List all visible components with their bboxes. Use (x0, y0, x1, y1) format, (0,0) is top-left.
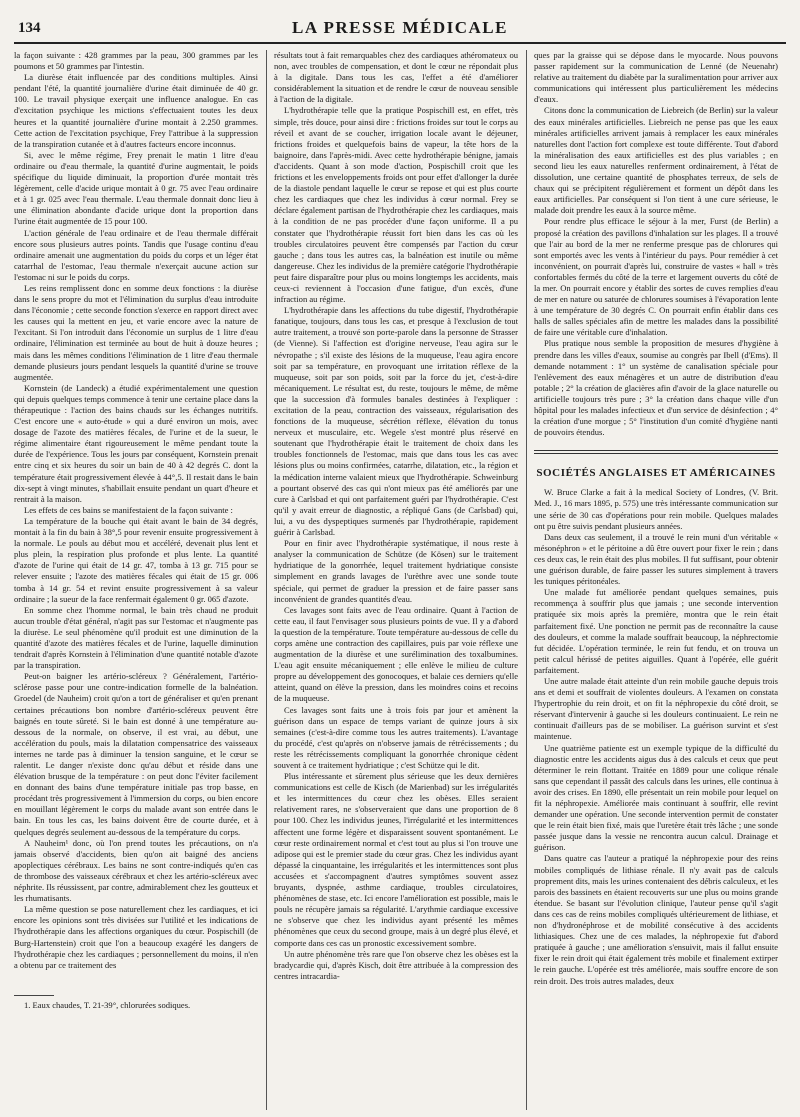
paragraph: Pour rendre plus efficace le séjour à la mer, Furst (de Berlin) a proposé la création des pavillons d'inhalation sur les plages. Il a trouvé que l'air au bord de la mer ne renferme presque pas de chlorures qui sont emportés avec les vents à l'intérieur du pays. Pour remédier à cet inconvénient, on pourrait d'après lui, construire de vastes « hall » très confortables fermés du côté de la terre et largement ouverts du côté de la mer. On pourrait encore y établir des sortes de cuves remplies d'eau de mer en nature ou saturée de chlorures soumises à l'évaporation lente à une température de 30 degrés C. On pourrait enfin établir dans ces halls de salles spéciales afin de mettre les malades dans la possibilité de faire une véritable cure d'inhalation. (534, 216, 778, 338)
paragraph: Plus pratique nous semble la proposition de mesures d'hygiène à prendre dans les villes d'eaux, soumise au congrès par Ibell (d'Ems). Il demande notamment : 1° un système de canalisation spéciale pour l'enlèvement des eaux ménagères et un autre de distribution d'eau potable ; 2° la création de glacières afin d'avoir de la glace naturelle ou artificielle toujours très pure ; 3° la création dans chaque ville d'un hôpital pour les malades infectieux et d'un service de désinfection ; 4° la création d'une morgue ; 5° l'institution d'un comité d'hygiène nanti de pouvoirs étendus. (534, 338, 778, 438)
section-rule (534, 450, 778, 451)
paragraph: La diurèse était influencée par des conditions multiples. Ainsi pendant l'été, la quantité journalière d'urine était diminuée de 40 gr. 100. Le travail physique exerçait une influence analogue. En cas d'excitation psychique les mictions s'effectuaient toutes les deux heures et la quantité journalière d'urine montait à 2.250 grammes. Cette action de l'excitation psychique, Frey l'attribue à la suppression de la transpiration cutanée et à d'autres facteurs encore inconnus. (14, 72, 258, 149)
column-1 (14, 50, 258, 1110)
paragraph: L'action générale de l'eau ordinaire et de l'eau thermale différait encore sous plusieurs autres points. Tandis que l'usage continu d'eau ordinaire amenait une augmentation du poids du corps et un léger état catarrhal de l'estomac, l'eau thermale n'exerçait aucune action sur l'estomac ni sur le poids du corps. (14, 227, 258, 282)
paragraph: résultats tout à fait remarquables chez des cardiaques athéromateux ou non, avec troubles de compensation, et dont le cœur ne répondait plus à la digitale. Dans tous les cas, l'effet a été d'améliorer considérablement la situation et de rendre le cœur de nouveau sensible à l'action de la digitale. (274, 50, 518, 105)
paragraph: Les reins remplissent donc en somme deux fonctions : la diurèse dans le sens propre du mot et l'élimination du surplus d'eau introduite dans l'économie ; cette seconde fonction s'exerce en rapport direct avec les causes qui la mettent en jeu, et varie encore avec la nature de l'excitant. Si l'on introduit dans l'économie un surplus de 1 litre d'eau ordinaire, l'élimination est terminée au bout de huit à douze heures ; mais dans les mêmes conditions l'élimination de 1 litre d'eau thermale demande plusieurs jours pendant lesquels la quantité d'urine se trouve augmentée. (14, 282, 258, 382)
section-title: SOCIÉTÉS ANGLAISES ET AMÉRICAINES (536, 467, 776, 480)
paragraph: la façon suivante : 428 grammes par la peau, 300 grammes par les poumons et 50 grammes par l'intestin. (14, 50, 258, 72)
paragraph: Ces lavages sont faits avec de l'eau ordinaire. Quant à l'action de cette eau, il faut l'envisager sous plusieurs points de vue. Il y a d'abord la question de la température. Toute température au-dessous de celle du corps amène une contraction des capillaires, puis par voie réflexe une augmentation de la diurèse et une surélimination des toxalbumines. L'eau agit ensuite mécaniquement ; elle enlève le milieu de culture propre au développement des gonocoques, et balaie ces derniers qu'elle atteint, quand on élève la pression, dans les moindres coins et recoins de la muqueuse. (274, 604, 518, 704)
journal-title: LA PRESSE MÉDICALE (292, 18, 508, 37)
page-number: 134 (18, 20, 41, 36)
paragraph: Dans deux cas seulement, il a trouvé le rein muni d'un véritable « mésonéphron » et le péritoine a dû être ouvert pour fixer le rein ; dans ces deux cas, le rein était des plus mobiles. Il fut suffisant, pour obtenir une guérison durable, de faire passer les sutures simplement à travers les tuniques péritonéales. (534, 531, 778, 587)
paragraph: Kornstein (de Landeck) a étudié expérimentalement une question qui depuis quelques temps commence à tenir une certaine place dans la thérapeutique : l'action des bains chauds sur les échanges nutritifs. C'est encore une « auto-étude » qui a duré environ un mois, avec dosage de l'azote des matières fécales, de l'urine et de la sueur, le régime alimentaire étant rigoureusement le même pendant toute la durée de l'expérience. Tous les jours par conséquent, Kornstein prenait entre cinq et six heures du soir un bain de 40 à 42 degrés C. dont la température était progressivement élevée à 44°,5. Il restait dans le bain dix-sept à vingt minutes, s'habillait ensuite pendant un quart d'heure et rentrait à la maison. (14, 382, 258, 504)
paragraph: Dans quatre cas l'auteur a pratiqué la néphropexie pour des reins mobiles compliqués de lithiase rénale. Il n'y avait pas de calculs proprement dits, mais les urines contenaient des débris calculeux, et les parois des bassinets en étaient recouverts sur une plus ou moins grande étendue. Se basant sur l'évolution clinique, l'auteur pense qu'il s'agit dans ces cas de reins mobiles compliqués ultérieurement de lithiase, et non d'hydronéphrose et de mobilité consécutive à des accidents lithiasiques. Chez une de ces malades, la néphropexie fut d'abord pratiquée à gauche ; une amélioration s'ensuivit, mais il fallut ensuite fixer le rein droit qui était également très mobile et finalement extirper le rein gauche. L'opérée est très améliorée, mais souffre encore de son rein droit. Des trois autres malades, deux (534, 853, 778, 986)
paragraph: Ces lavages sont faits une à trois fois par jour et amènent la guérison dans un espace de temps variant de quinze jours à six semaines (c'est-à-dire comme tous les autres traitements). L'avantage du procédé, c'est qu'après on n'observe jamais de rétrécissements ; du reste les rétrécissements compliquant la gonorrhée chronique cèdent souvent à ce traitement hydriatique ; c'est Schütze qui le dit. (274, 704, 518, 770)
paragraph: Une quatrième patiente est un exemple typique de la difficulté du diagnostic entre les accidents aigus dus à des calculs et ceux que peut déterminer le rein flottant. Traitée en 1889 pour une colique rénale sans que cependant il passât des calculs dans les urines, elle continua à avoir des crises. En 1890, elle présentait un rein mobile pour lequel on fit la néphropexie. Améliorée mais continuant à souffrir, elle revint demander une opération. Une seconde intervention permit de constater que le rein était bien fixé, mais que l'uretère était très lâche ; une sonde passée jusque dans la vessie ne rencontra aucun calcul. Drainage et guérison. (534, 742, 778, 853)
section-rule (534, 453, 778, 454)
paragraph: Une malade fut améliorée pendant quelques semaines, puis recommença à souffrir plus que jamais ; une seconde intervention pratiquée six mois après la première, montra que le rein était parfaitement fixé. Une ponction ne permit pas de reconnaître la cause des douleurs, et comme la malade souffrait beaucoup, la néphrectomie fut décidée. L'opération terminée, le rein fut fendu, et on trouva un petit calcul hérissé de petites aiguilles. Quant à l'opérée, elle guérit parfaitement. (534, 587, 778, 675)
paragraph: ques par la graisse qui se dépose dans le myocarde. Nous pouvons passer rapidement sur la communication de Lenné (de Neuenahr) relative au traitement du diabète par la suralimentation pour arriver aux communications qui intéressent plus particulièrement les médecins d'eaux. (534, 50, 778, 105)
paragraph: En somme chez l'homme normal, le bain très chaud ne produit aucun trouble d'état général, n'agit pas sur l'estomac et n'augmente pas la diurèse. Le seul phénomène qu'il produit est une diminution de la quantité d'azote des matières fécales et de l'urine, laquelle diminution tendrait d'après Kornstein à l'élimination d'une quantité notable d'azote par la transpiration. (14, 604, 258, 671)
column-rule (266, 50, 267, 1110)
paragraph: W. Bruce Clarke a fait à la medical Society of Londres, (V. Brit. Med. J., 16 mars 1895, p. 575) une très intéressante communication sur une série de 30 cas d'opérations pour rein mobile. Quelques malades ont pu être suivis pendant plusieurs années. (534, 487, 778, 531)
paragraph: La température de la bouche qui était avant le bain de 34 degrés, montait à la fin du bain à 38°,5 pour revenir ensuite progressivement à la normale. Le pouls au début mou et accéléré, devenait plus lent et plus plein, la respiration plus profonde et plus lente. La quantité d'azote de l'urine qui était de 14 gr. 47, tomba à 13 gr. 715 pour se relever ensuite ; l'azote des matières fécales qui était de 15 gr. 006 tomba à 14 gr. 54 et revint ensuite progressivement à sa valeur ordinaire ; la sueur de la face renfermait également 0 gr. 065 d'azote. (14, 515, 258, 604)
footnote-rule (14, 995, 54, 996)
page-header (14, 14, 786, 44)
paragraph: Pour en finir avec l'hydrothérapie systématique, il nous reste à analyser la communication de Schütze (de Kösen) sur le traitement hydriatique de la gonorrhée, lequel traitement hydriatique consiste simplement en grands lavages de l'urèthre avec une sonde toute spéciale, qui permet de graduer la pression et de faire passer sans inconvénient de grandes quantités d'eau. (274, 538, 518, 604)
paragraph: A Nauheim¹ donc, où l'on prend toutes les précautions, on n'a jamais observé d'accidents, bien qu'on ait baigné des anciens apoplectiques cérébraux. Les bains ne sont contre-indiqués qu'en cas de thrombose des vaisseaux cérébraux et chez les artério-scléreux avec néphrite. Ils réussissent, par contre, admirablement chez les goutteux et les rhumatisants. (14, 837, 258, 904)
column-rule (526, 50, 527, 1110)
paragraph: La même question se pose naturellement chez les cardiaques, et ici encore les opinions sont très divisées sur l'utilité et les indications de l'hydrothérapie dans les affections organiques du cœur. Pospischill (de Burg-Hartenstein) croit que l'on a beaucoup exagéré les dangers de l'hydrothérapie chez les cardiaques ; personnellement du moins, il n'en a obtenu par ce traitement des (14, 904, 258, 970)
header-rule (14, 42, 786, 44)
paragraph: Citons donc la communication de Liebreich (de Berlin) sur la valeur des eaux minérales artificielles. Liebreich ne pense pas que les eaux minérales artificielles arrivent jamais à remplacer les eaux minérales naturelles dont l'action fort complexe est toute différente. Tout d'abord la minéralisation des eaux artificielles est des plus variables ; en second lieu les eaux naturelles renferment ordinairement, à l'état de dissolution, une certaine quantité de phosphates terreux, de sels de chaux qui se précipitent régulièrement et forment un dépôt dans les eaux artificielles. Par conséquent si l'on tient à une cure sérieuse, le malade doit prendre les eaux à la source même. (534, 105, 778, 216)
column-3 (534, 50, 778, 1110)
paragraph: L'hydrothérapie dans les affections du tube digestif, l'hydrothérapie fanatique, toujours, dans tous les cas, et presque à l'exclusion de tout autre traitement, a trouvé son porte-parole dans la personne de Strasser (de Vienne). Si l'affection est d'origine nerveuse, l'eau agira sur le névropathe ; s'il existe des lésions de la muqueuse, l'eau agira encore soit par sa température, en provoquant une irritation réflexe de la muqueuse, soit par son poids, soit par la force du jet, c'est-à-dire mécaniquement. Le résultat est, du reste, toujours le même, de même que la succession d'à formules banales destinées à l'expliquer : excitation de la peau, contraction des vaisseaux, régularisation des fonctions de la muqueuse, sécrétion réflexe, élévation du tonus nerveux et musculaire, etc. Wegele s'est montré plus réservé en soutenant que l'hydrothérapie était le traitement de choix dans les troubles fonctionnels de l'estomac, mais que dans tous les cas avec lésions plus ou moins confirmées, catarrhe, dilatation, etc., la région et la médication interne valaient mieux que l'hydrothérapie. Schweinburg a pourtant observé des cas qui n'ont mieux pas été améliorés par une cure à Carlsbad et qui ont parfaitement guéri par l'hydrothérapie. C'est qu'il y avait erreur de diagnostic, a répliqué Gans (de Carlsbad) qui, lui, a vu des dyspeptiques surmenés par l'hydrothérapie, rapidement guérir à Carlsbad. (274, 305, 518, 538)
article-columns (14, 50, 786, 1110)
paragraph: Plus intéressante et sûrement plus sérieuse que les deux dernières communications est celle de Kisch (de Marienbad) sur les irrégularités et les intermittences du cœur chez les obèses. Elles seraient relativement rares, ne s'observeraient que dans une proportion de 8 pour 100. Chez les individus jeunes, l'irrégularité et les intermittences affectent une forme légère et disparaissent souvent spontanément. Le cœur reste ordinairement normal et c'est tout au plus si l'on trouve une adipose qui est le premier stade du cœur gras. Chez les individus ayant dépassé la cinquantaine, les irrégularités et les intermittences sont plus accusées et s'accompagnent d'autres symptômes souvent assez bruyants, dyspnée, asthme cardiaque, troubles circulatoires, phénomènes de stase, etc. Ici encore l'amélioration est possible, mais le pouls ne récupère jamais sa régularité. L'arythmie cardiaque excessive ne s'observe que chez les individus ayant présenté les mêmes phénomènes que ceux du second groupe, mais à un degré plus élevé, et comporte dans ces cas un pronostic excessivement sombre. (274, 771, 518, 948)
paragraph: Peut-on baigner les artério-scléreux ? Généralement, l'artério-sclérose passe pour une contre-indication formelle de la balnéation. Groedel (de Nauheim) croit qu'on a tort de généraliser et qu'en prenant certaines précautions bon nombre d'artério-scléreux peuvent être baignés en toute sûreté. Si le bain est donné à une température au-dessous de la normale, on observe, il est vrai, au début, une accélération du pouls, mais la dilatation compensatrice des vaisseaux internes ne tarde pas à diminuer la tension sanguine, et le cœur se ralentit. Le danger n'existe donc qu'au début et réside dans une élévation brusque de la température : on peut donc l'éviter facilement en donnant des bains d'une température initiale pas trop basse, en procédant très progressivement à l'immersion du corps, ou bien encore en mouillant légèrement le corps du malade avant son entrée dans le bain. En tous les cas, les bains doivent être de courte durée, et à quelques degrés seulement au-dessous de la température du corps. (14, 671, 258, 837)
column-2 (274, 50, 518, 1110)
paragraph: Une autre malade était atteinte d'un rein mobile gauche depuis trois ans et demi et souffrait de violentes douleurs. A l'examen on constata l'hypertrophie du rein droit, et on fit la néphropexie du côté droit, se réservant d'intervenir à gauche si les douleurs continuaient. Le rein ne continuait d'ailleurs pas de se mobiliser. La guérison survint et s'est maintenue. (534, 675, 778, 742)
footnote: 1. Eaux chaudes, T. 21-39°, chlorurées sodiques. (24, 999, 191, 1010)
paragraph: Les effets de ces bains se manifestaient de la façon suivante : (24, 504, 233, 515)
paragraph: Un autre phénomène très rare que l'on observe chez les obèses est la bradycardie qui, d'après Kisch, doit être attribuée à la compression des centres intracardia- (274, 948, 518, 981)
paragraph: Si, avec le même régime, Frey prenait le matin 1 litre d'eau ordinaire ou d'eau thermale, la quantité d'urine augmentait, le poids spécifique du liquide diminuait, la proportion d'urée montait très légèrement, celle d'acide urique montait à 0 gr. 75 avec l'eau ordinaire et à 1 gr. 025 avec l'eau thermale. L'eau thermale donnait donc lieu à une élimination abondante d'acide urique dont la proportion dans l'urine était augmentée de 15 pour 100. (14, 149, 258, 227)
paragraph: L'hydrothérapie telle que la pratique Pospischill est, en effet, très simple, très douce, pour ainsi dire : frictions froides sur tout le corps au réveil et avant de se coucher, irrigation locale avant le déjeuner, frictions froides et quelquefois bains de vapeur, la tête hors de la baignoire, dans l'après-midi. Avec cette hydrothérapie bénigne, jamais d'accidents. Quant à son mode d'action, Pospischill croit que les frictions et les enveloppements froids ont pour effet d'allonger la durée de la diastole pendant laquelle le cœur se repose et qui est plus courte chez les cardiaques que chez les individus à cœur normal. Frey se déclare également partisan de l'hydrothérapie chez les cardiaques, mais à la condition de ne pas procéder d'une façon uniforme. Il a pu constater que l'hydrothérapie réussit fort bien dans les cas où les troubles circulatoires peuvent être compensés par l'action du cœur gauche ; dans tous les autres cas, la balnéation est inutile ou même dangereuse. Chez les individus de la première catégorie l'hydrothérapie peut faire disparaître pour plus ou moins longtemps les accidents, mais ceux-ci reviennent à l'occasion d'une fatigue, d'un excès, d'une infraction au régime. (274, 105, 518, 305)
